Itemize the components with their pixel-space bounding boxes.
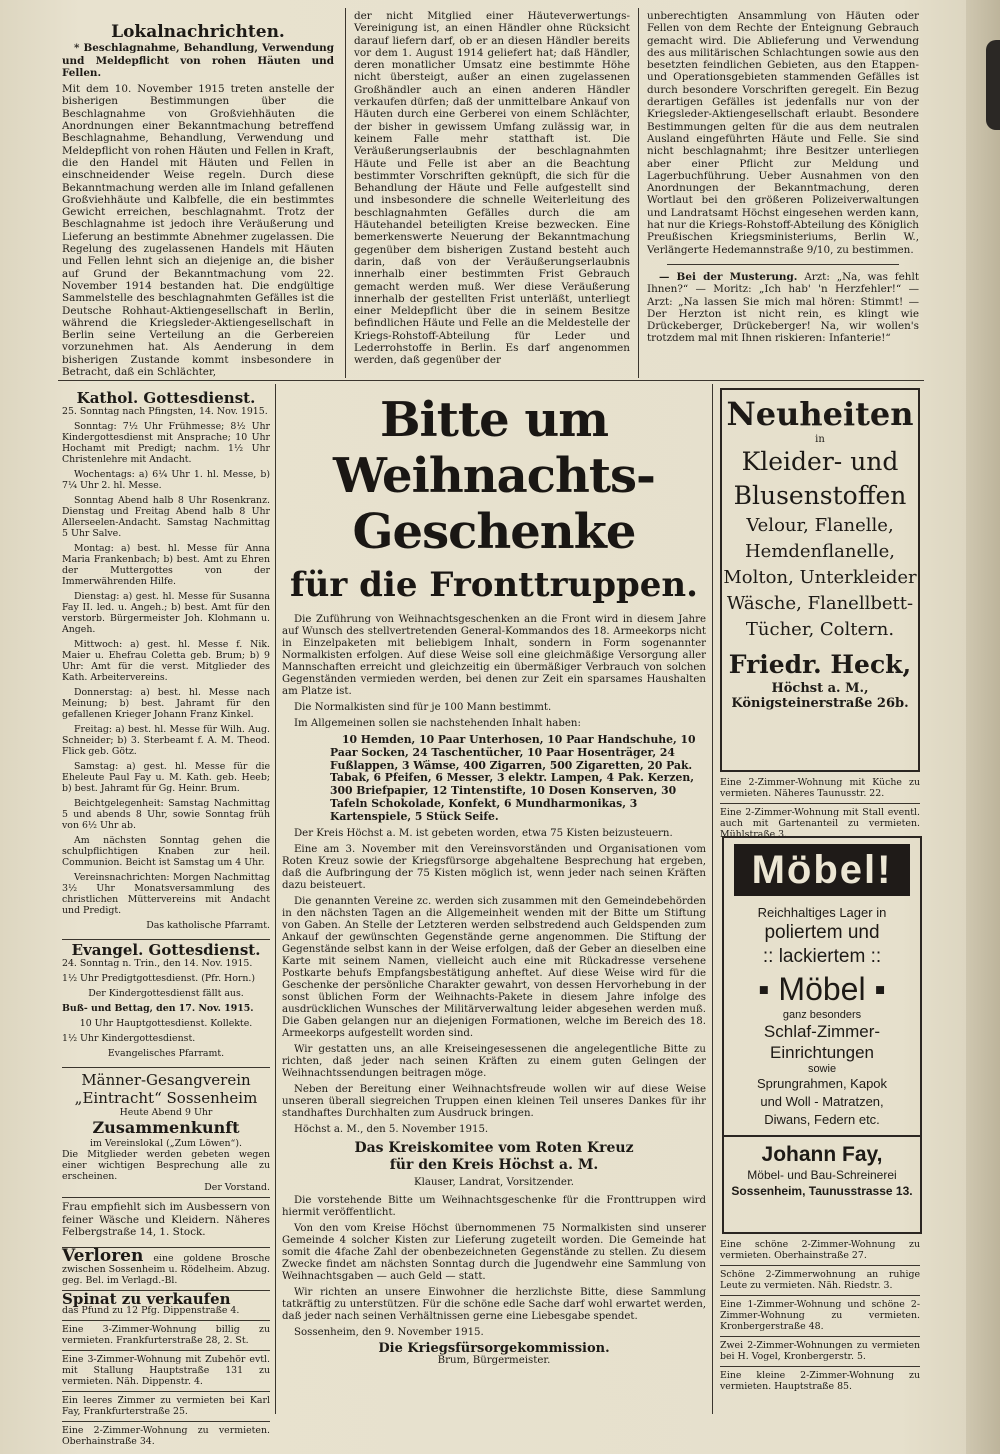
classified-ad	[62, 1392, 270, 1422]
spinat-ad	[62, 1291, 270, 1321]
verloren-ad	[62, 1245, 270, 1291]
classified-ad	[720, 774, 920, 804]
appeal-text: Neben der Bereitung einer Weihnachtsfreude wollen wir auf diese Weise unseren überall siegreichen Truppen einen kleinen Teil unseres Dankes für ihr standhaftes Durchhalten zum Ausdruck bringen.	[282, 1083, 706, 1119]
club-name: „Eintracht“ Sossenheim	[74, 1089, 258, 1107]
meeting-title: Zusammenkunft	[92, 1118, 240, 1137]
ad-headline: Neuheiten	[726, 395, 914, 433]
appeal-text: Wir richten an unsere Einwohner die herzlichste Bitte, diese Sammlung tatkräftig zu unterstützen. Für die schöne edle Sache darf wohl erwartet werden, daß jeder nach seinen Verhältnissen gerne eine Liebesgabe spendet.	[282, 1286, 706, 1322]
appeal-text: Die genannten Vereine zc. werden sich zusammen mit den Gemeindebehörden in den nächsten Tagen an die Allgemeinheit wenden mit der Bitte um Stiftung von Gaben. An Stelle der Letzteren werden selbstredend auch Geldspenden zum Ankauf der gewünschten Gegenstände gerne angenommen. Die Stiftung der Gegenstände selbst kann in der Weise erfolgen, daß der Geber an dieselben eine Karte mit seinem Namen, vielleicht auch eine mit Rückadresse versehene Postkarte behufs Empfangsbestätigung anheftet. Auf diese Weise wird für die Geschenke der persönliche Charakter gewahrt, von dessen Hervorhebung in der sonst üblichen Form der Weihnachts-Pakete in diesem Jahre infolge des ausdrücklichen Wunsches der Militärverwaltung leider abgesehen werden muß. Die Gaben gelangen nur an diejenigen Formationen, welche im Bereich des 18. Armeekorps aufgestellt worden sind.	[282, 895, 706, 1039]
lokal-col-3	[647, 10, 919, 374]
kathol-signature: Das katholische Pfarramt.	[146, 920, 270, 931]
ad-text: das Pfund zu 12 Pfg. Dippenstraße 4.	[62, 1304, 240, 1316]
appeal-title: Bitte um Weihnachts-	[333, 392, 655, 504]
appeal-items: 10 Hemden, 10 Paar Unterhosen, 10 Paar Handschuhe, 10 Paar Socken, 24 Taschentücher, 10 Paar Hosenträger, 24 Fußlappen, 3 Wämse, 400 Zigarren, 500 Zigaretten, 20 Pak. Tabak, 6 Pfeifen, 6 Messer, 3 elektr. Lampen, 4 Pak. Kerzen, 300 Briefpapier, 12 Tintenstifte, 10 Dosen Konserven, 30 Tafeln Schokolade, Konfekt, 6 Mundharmonikas, 3 Kartenspiele, 5 Stück Seife.	[330, 733, 696, 823]
classified-ad	[62, 1321, 270, 1351]
ad-text: ▪ Möbel ▪	[758, 971, 886, 1007]
right-classifieds-2	[720, 1236, 920, 1416]
left-column	[62, 388, 270, 1447]
article-text: der nicht Mitglied einer Häuteverwertungs-Vereinigung ist, an einen Händler ohne Rücksicht darauf liefern darf, ob er an diesen Händler bereits vor dem 1. August 1914 geliefert hat; daß Händler, deren monatlicher Umsatz eine bestimmte Höhe nicht übersteigt, außer an einen zugelassenen Großhändler auch an einen anderen Händler verkaufen dürfen; daß der unmittelbare Ankauf von Häuten durch eine Gerberei von einem Schlächter, der bisher in gewissem Umfang zulässig war, in keinem Falle mehr statthaft ist. Die Veräußerungserlaubnis der beschlagnahmten Häute und Felle ist aber an die Beachtung bestimmter Vorschriften geknüpft, die sich für die Behandlung der Häute und Felle aufgestellt sind und insbesondere die schnelle Weiterleitung des beschlagnahmten Gefälles durch die am Häutehandel beteiligten Kreise bezwecken. Eine bemerkenswerte Neuerung der Bekanntmachung gegenüber dem bisherigen Zustand besteht auch darin, daß von der Veräußerungserlaubnis innerhalb einer bestimmten Frist Gebrauch gemacht werden muß. Wer diese Veräußerung innerhalb der gestellten Frist unterläßt, unterliegt einer Meldepflicht über die in seinem Besitze befindlichen Häute und Felle an die Meldestelle der Kriegs-Rohstoff-Abteilung für Leder und Lederrohstoffe in Berlin. Es darf angenommen werden, daß gegenüber der	[354, 10, 630, 367]
ad-text: poliertem und	[764, 922, 880, 943]
kathol-date: 25. Sonntag nach Pfingsten, 14. Nov. 1915.	[62, 406, 268, 417]
column-rule	[638, 8, 639, 378]
kathol-entry: Donnerstag: a) best. hl. Messe nach Meinung; b) best. Jahramt für den gefallenen Krieger Johann Franz Kinkel.	[62, 687, 270, 720]
ad-text: Diwans, Federn etc.	[764, 1112, 880, 1127]
section-heading: Lokalnachrichten.	[111, 22, 285, 42]
meeting-time: Heute Abend 9 Uhr	[119, 1107, 213, 1118]
appeal-title: Geschenke	[352, 504, 636, 560]
appeal-text: Die Zuführung von Weihnachtsgeschenken an die Front wird in diesem Jahre auf Wunsch des stellvertretenden General-Kommandos des 18. Armeekorps nicht in Einzelpaketen mit beliebigem Inhalt, sondern in Form sogenannter Normalkisten erfolgen. Auf diese Weise soll eine gleichmäßige Versorgung aller Mannschaften erreicht und gleichzeitig ein übermäßiger Verbrauch von solchen Gegenständen vermieden werden, bei denen zur Zeit ein sparsames Haushalten am Platze ist.	[282, 614, 706, 697]
kathol-entry: Vereinsnachrichten: Morgen Nachmittag 3½ Uhr Monatsversammlung des christlichen Müttervereins mit Andacht und Predigt.	[62, 872, 270, 916]
ad-text: Tücher, Coltern.	[745, 619, 895, 640]
right-classifieds	[720, 774, 920, 840]
kathol-entry: Wochentags: a) 6¼ Uhr 1. hl. Messe, b) 7¼ Uhr 2. hl. Messe.	[62, 469, 270, 491]
moebel-ad	[722, 836, 922, 1234]
appeal-org: für den Kreis Höchst a. M.	[389, 1156, 599, 1173]
appeal-text: Eine am 3. November mit den Vereinsvorständen und Organisationen vom Roten Kreuz sowie der Kriegsfürsorge abgehaltene Besprechung hat ergeben, daß die Aufbringung der 75 Kisten möglich ist, wenn jeder nach seinen Kräften dazu beisteuert.	[282, 843, 706, 891]
evang-signature: Evangelisches Pfarramt.	[107, 1048, 225, 1059]
ad-text: Ein leeres Zimmer zu vermieten bei Karl Fay, Frankfurterstraße 25.	[62, 1394, 270, 1417]
ad-text: Eine 1-Zimmer-Wohnung und schöne 2-Zimmer-Wohnung zu vermieten. Kronbergerstraße 48.	[720, 1299, 920, 1332]
ad-text: Molton, Unterkleider	[723, 567, 917, 588]
kathol-block	[62, 388, 270, 940]
ad-address: Sossenheim, Taunusstrasse 13.	[731, 1184, 913, 1198]
maenner-ad	[62, 1068, 270, 1198]
kathol-entry: Dienstag: a) gest. hl. Messe für Susanna Fay II. led. u. Angeh.; b) best. Amt für den verstorb. Bürgermeister Joh. Klohmann u. Angeh.	[62, 591, 270, 635]
classified-ad	[720, 1367, 920, 1396]
ad-text: Frau empfiehlt sich im Ausbessern von feiner Wäsche und Kleidern. Näheres Felbergstraße 14, 1. Stock.	[62, 1201, 270, 1238]
ad-text: Sprungrahmen, Kapok	[756, 1076, 888, 1091]
appeal-text: Von den vom Kreise Höchst übernommenen 75 Normalkisten sind unserer Gemeinde 4 solcher Kisten zur Lieferung zugeteilt worden. Die Gemeinde hat somit die 4fache Zahl der obenbezeichneten Gegenstände zu stellen. Zu diesem Zwecke findet am nächsten Sonntag durch die Jugendwehr eine Sammlung von Weihnachtsgaben — auch Geld — statt.	[282, 1222, 706, 1282]
ad-text: Eine 3-Zimmer-Wohnung mit Zubehör evtl. mit Stallung Hauptstraße 131 zu vermieten. Näh. Dippenstr. 4.	[62, 1353, 270, 1387]
meeting-note: Die Mitglieder werden gebeten wegen einer wichtigen Besprechung alle zu erscheinen.	[62, 1149, 270, 1182]
ad-text: in	[815, 434, 825, 445]
ad-text: und Woll - Matratzen,	[760, 1094, 884, 1109]
kathol-entry: Mittwoch: a) gest. hl. Messe f. Nik. Maier u. Ehefrau Coletta geb. Brum; b) 9 Uhr: Amt für die verst. Mitglieder des Kath. Arbeitervereins.	[62, 639, 270, 683]
ad-text: Einrichtungen	[770, 1043, 874, 1062]
appeal-text: Die vorstehende Bitte um Weihnachtsgeschenke für die Fronttruppen wird hiermit veröffentlicht.	[282, 1194, 706, 1218]
appeal-text: Der Kreis Höchst a. M. ist gebeten worden, etwa 75 Kisten beizusteuern.	[294, 827, 673, 839]
ad-text: :: lackiertem ::	[762, 946, 882, 967]
classified-ad	[720, 1236, 920, 1266]
ad-text: Schöne 2-Zimmerwohnung an ruhige Leute zu vermieten. Näh. Riedstr. 3.	[720, 1269, 920, 1291]
appeal-signer: Klauser, Landrat, Vorsitzender.	[414, 1176, 574, 1188]
appeal-date: Höchst a. M., den 5. November 1915.	[294, 1123, 489, 1135]
evang-entry: Der Kindergottesdienst fällt aus.	[88, 988, 244, 999]
ad-text: Möbel- und Bau-Schreinerei	[747, 1168, 897, 1182]
kathol-entry: Samstag: a) gest. hl. Messe für die Eheleute Paul Fay u. M. Kath. geb. Heeb; b) best. Jahramt für Gg. Heinr. Brum.	[62, 761, 270, 794]
classified-ad	[62, 1422, 270, 1451]
ad-head: Spinat zu verkaufen	[62, 1289, 231, 1308]
ad-text: Eine 2-Zimmer-Wohnung mit Küche zu vermieten. Näheres Taunusstr. 22.	[720, 777, 920, 799]
column-rule	[712, 384, 713, 1414]
ad-text: Eine 2-Zimmer-Wohnung zu vermieten. Oberhainstraße 34.	[62, 1424, 270, 1447]
classified-ad	[720, 1337, 920, 1367]
kathol-title: Kathol. Gottesdienst.	[76, 389, 256, 407]
ad-text: Eine 2-Zimmer-Wohnung mit Stall eventl. auch mit Gartenanteil zu vermieten. Mühlstraße 3.	[720, 807, 920, 840]
ad-text: Eine 3-Zimmer-Wohnung billig zu vermieten. Frankfurterstraße 28, 2. St.	[62, 1323, 270, 1346]
appeal-text: Wir gestatten uns, an alle Kreiseingesessenen die angelegentliche Bitte zu richten, daß jeder nach seinen Kräften zu einem guten Gelingen der Weihnachtssendungen beitragen möge.	[282, 1043, 706, 1079]
edge-mark	[986, 40, 1000, 130]
ad-text: Wäsche, Flanellbett-	[726, 593, 914, 614]
ad-text: Velour, Flanelle,	[746, 515, 894, 536]
ad-text: Eine schöne 2-Zimmer-Wohnung zu vermieten. Oberhainstraße 27.	[720, 1239, 920, 1261]
meeting-place: im Vereinslokal („Zum Löwen“).	[90, 1138, 242, 1149]
ad-text: Blusenstoffen	[733, 481, 907, 510]
evang-block	[62, 940, 270, 1068]
evang-entry: 10 Uhr Hauptgottesdienst. Kollekte.	[79, 1018, 253, 1029]
ad-firm: Johann Fay,	[724, 1135, 920, 1167]
kathol-entry: Am nächsten Sonntag gehen die schulpflichtigen Knaben zur heil. Communion. Beicht ist Samstag um 4 Uhr.	[62, 835, 270, 868]
frau-ad	[62, 1198, 270, 1248]
appeal-column	[282, 392, 706, 1414]
section-rule	[58, 380, 924, 381]
anecdote: — Bei der Musterung. Arzt: „Na, was fehlt Ihnen?“ — Moritz: „Ich hab' 'n Herzfehler!“ — Arzt: „Na lassen Sie mich mal hören: Stimmt! — Der Herzton ist nicht rein, es klingt wie Drückeberger, Drückeberger! Na, wir wollen's trotzdem mal mit Ihnen riskieren: Infanterie!“	[647, 270, 919, 345]
ad-head: Verloren	[62, 1245, 144, 1266]
ad-headline: Möbel!	[734, 844, 910, 896]
article-headline: * Beschlagnahme, Behandlung, Verwendung und Meldepflicht von rohen Häuten und Fellen.	[62, 42, 334, 79]
club-name: Männer-Gesangverein	[81, 1071, 251, 1089]
ad-text: eine goldene Brosche zwischen Sossenheim u. Rödelheim. Abzug. geg. Bel. im Verlagd.-Bl.	[62, 1252, 270, 1286]
appeal-signer: Brum, Bürgermeister.	[437, 1354, 551, 1366]
appeal-text: Die Normalkisten sind für je 100 Mann bestimmt.	[294, 702, 552, 713]
evang-entry: 1½ Uhr Predigtgottesdienst. (Pfr. Horn.)	[62, 973, 256, 984]
column-rule	[275, 384, 276, 1414]
evang-entry: Buß- und Bettag, den 17. Nov. 1915.	[62, 1003, 254, 1014]
ad-text: ganz besonders	[782, 1009, 862, 1021]
appeal-text: Im Allgemeinen sollen sie nachstehenden Inhalt haben:	[294, 718, 581, 729]
kathol-entry: Sonntag Abend halb 8 Uhr Rosenkranz. Dienstag und Freitag Abend halb 8 Uhr Allerseelen-Andacht. Samstag Nachmittag 5 Uhr Salve.	[62, 495, 270, 539]
ad-text: Eine kleine 2-Zimmer-Wohnung zu vermieten. Hauptstraße 85.	[720, 1370, 920, 1392]
neuheiten-ad	[720, 388, 920, 772]
appeal-date: Sossenheim, den 9. November 1915.	[294, 1326, 484, 1338]
club-signature: Der Vorstand.	[204, 1182, 270, 1193]
appeal-subtitle: für die Fronttruppen.	[290, 565, 698, 605]
ad-text: sowie	[807, 1063, 837, 1075]
kathol-entry: Beichtgelegenheit: Samstag Nachmittag 5 und abends 8 Uhr, sowie Sonntag früh von 6½ Uhr ab.	[62, 798, 270, 831]
lokal-col-1	[62, 22, 334, 379]
page-edge	[966, 0, 1000, 1454]
article-text: unberechtigten Ansammlung von Häuten oder Fellen von dem Rechte der Enteignung Gebrauch gemacht wird. Die Ablieferung und Verwendung des aus militärischen Schlachtungen sowie aus den besetzten feindlichen Gebieten, aus den Etappen- und Operationsgebieten stammenden Gefälles ist durch besondere Vorschriften geregelt. Ein Bezug derartigen Gefälles ist jedenfalls nur von der Kriegsleder-Aktiengesellschaft erlaubt. Besondere Bestimmungen gelten für die aus dem neutralen Ausland eingeführten Häute und Felle. Sie sind nicht beschlagnahmt; ihre Besitzer unterliegen aber einer Pflicht zur Meldung und Lagerbuchführung. Ueber Ausnahmen von den Anordnungen der Bekanntmachung, deren Wortlaut bei den größeren Polizeiverwaltungen und Landratsamt Höchst eingesehen werden kann, hat nur die Kriegs-Rohstoff-Abteilung des Königlich Preußischen Kriegsministeriums, Berlin W., Verlängerte Hedemannstraße 9/10, zu bestimmen.	[647, 10, 919, 256]
article-text: Mit dem 10. November 1915 treten anstelle der bisherigen Bestimmungen über die Beschlagnahme von Großviehhäuten die Anordnungen einer Bekanntmachung betreffend Beschlagnahme, Behandlung, Verwendung und Meldepflicht von rohen Häuten und Fellen in Kraft, die den Handel mit Häuten und Fellen in einschneidender Weise regeln. Durch diese Bekanntmachung werden alle im Inland gefallenen Großviehhäute und Kalbfelle, die ein bestimmtes Gewicht erreichen, beschlagnahmt. Trotz der Beschlagnahme ist jedoch ihre Veräußerung und Lieferung an bestimmte Abnehmer zugelassen. Die Regelung des zugelassenen Handels mit Häuten und Fellen lehnt sich an diejenige an, die bisher auf Grund der Bekanntmachung vom 22. November 1914 bestanden hat. Die endgültige Sammelstelle des beschlagnahmten Gefälles ist die Deutsche Rohhaut-Aktiengesellschaft in Berlin, während die Kriegsleder-Aktiengesellschaft in Berlin seine Verteilung an die Gerbereien vorzunehmen hat. Als Aenderung in dem bisherigen Zustande kommt insbesondere in Betracht, daß ein Schlächter,	[62, 83, 334, 379]
ad-text: Reichhaltiges Lager in	[757, 905, 887, 920]
classified-ad	[62, 1351, 270, 1392]
appeal-org: Das Kreiskomitee vom Roten Kreuz	[354, 1139, 634, 1156]
evang-title: Evangel. Gottesdienst.	[71, 941, 261, 959]
ad-text: Zwei 2-Zimmer-Wohnungen zu vermieten bei H. Vogel, Kronbergerstr. 5.	[720, 1340, 920, 1362]
classified-ad	[720, 1296, 920, 1337]
appeal-org: Die Kriegsfürsorgekommission.	[378, 1340, 610, 1356]
column-rule	[345, 8, 346, 378]
ad-text: Schlaf-Zimmer-	[763, 1022, 881, 1041]
kathol-entry: Freitag: a) best. hl. Messe für Wilh. Aug. Schneider; b) 3. Sterbeamt f. A. M. Theod. Flick geb. Götz.	[62, 724, 270, 757]
ad-firm: Friedr. Heck,	[728, 650, 912, 679]
evang-entry: 1½ Uhr Kindergottesdienst.	[62, 1033, 196, 1044]
kathol-entry: Montag: a) best. hl. Messe für Anna Maria Frankenbach; b) best. Amt zu Ehren der Muttergottes von der Immerwährenden Hilfe.	[62, 543, 270, 587]
evang-date: 24. Sonntag n. Trin., den 14. Nov. 1915.	[62, 958, 253, 969]
ad-text: Hemdenflanelle,	[744, 541, 896, 562]
ad-address: Höchst a. M., Königsteinerstraße 26b.	[731, 681, 909, 711]
kathol-entry: Sonntag: 7½ Uhr Frühmesse; 8½ Uhr Kindergottesdienst mit Ansprache; 10 Uhr Hochamt mit Predigt; nachm. 1½ Uhr Christenlehre mit Andacht.	[62, 421, 270, 465]
ad-text: Kleider- und	[741, 447, 899, 476]
classified-ad	[720, 1266, 920, 1296]
lokal-col-2	[354, 10, 630, 374]
